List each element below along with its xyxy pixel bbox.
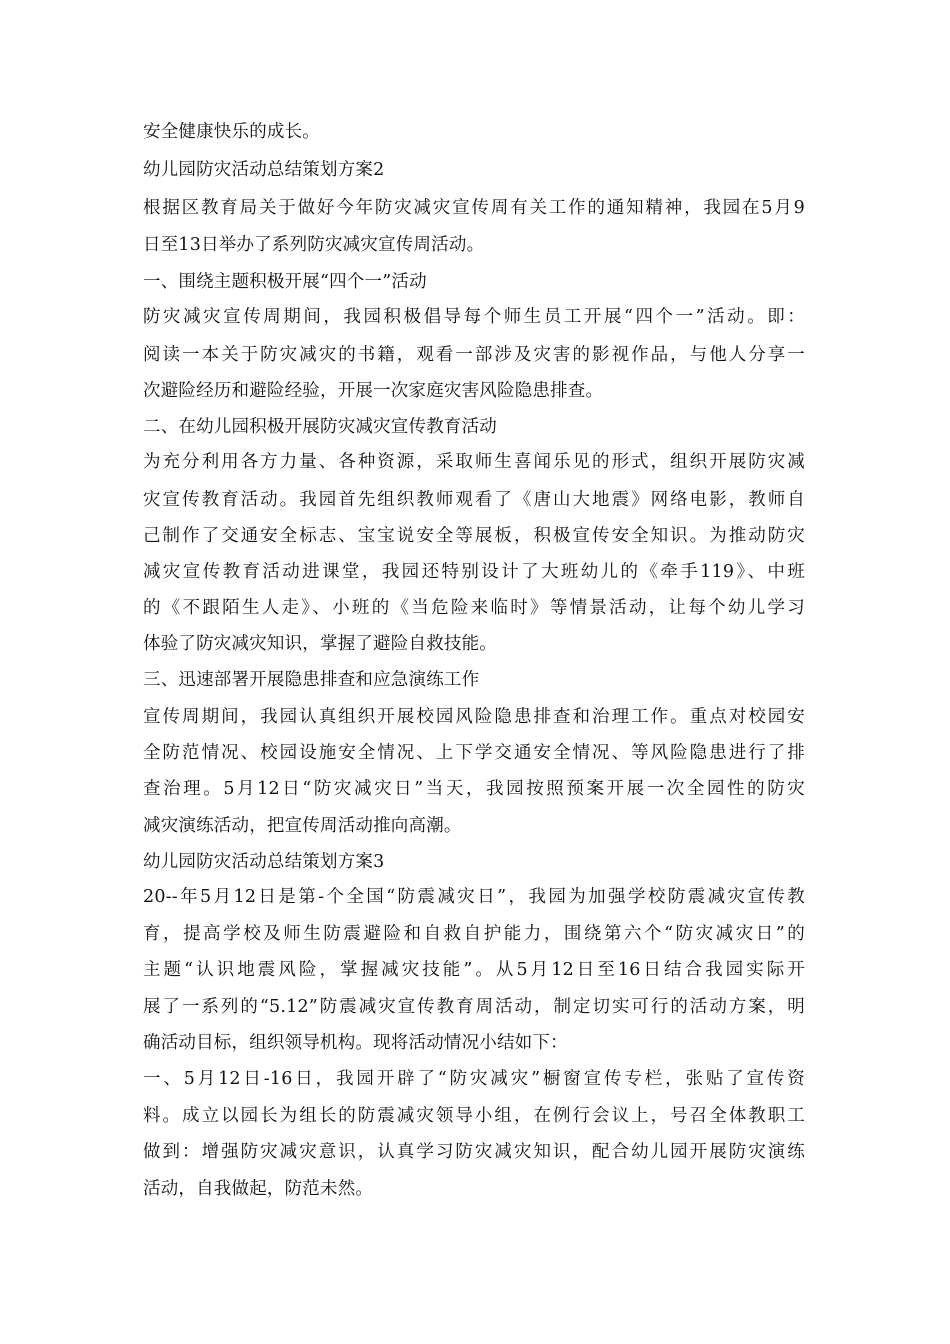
text-line: 20--年5月12日是第-个全国“防震减灾日”，我园为加强学校防震减灾宣传教: [143, 887, 805, 907]
subheading: 一、围绕主题积极开展“四个一”活动: [143, 272, 427, 292]
text-line: 的《不跟陌生人走》、小班的《当危险来临时》等情景活动，让每个幼儿学习: [143, 598, 805, 618]
text-line: 确活动目标，组织领导机构。现将活动情况小结如下：: [143, 1033, 568, 1053]
text-line: 阅读一本关于防灾减灾的书籍，观看一部涉及灾害的影视作品，与他人分享一: [143, 345, 805, 365]
text-line: 育，提高学校及师生防震避险和自救自护能力，围绕第六个“防灾减灾日”的: [143, 924, 805, 944]
text-line: 活动，自我做起，防范未然。: [143, 1179, 374, 1199]
text-line: 次避险经历和避险经验，开展一次家庭灾害风险隐患排查。: [143, 381, 604, 401]
text-line: 一、5月12日-16日，我园开辟了“防灾减灾”橱窗宣传专栏，张贴了宣传资: [143, 1069, 805, 1089]
text-line: 查治理。5月12日“防灾减灾日”当天，我园按照预案开展一次全园性的防灾: [143, 779, 805, 799]
text-line: 展了一系列的“5.12”防震减灾宣传教育周活动，制定切实可行的活动方案，明: [143, 997, 805, 1017]
text-line: 防灾减灾宣传周期间，我园积极倡导每个师生员工开展“四个一”活动。即：: [143, 307, 805, 327]
text-line: 减灾演练活动，把宣传周活动推向高潮。: [143, 816, 462, 836]
text-line: 料。成立以园长为组长的防震减灾领导小组，在例行会议上，号召全体教职工: [143, 1106, 805, 1126]
text-line: 安全健康快乐的成长。: [143, 122, 320, 142]
text-line: 日至13日举办了系列防灾减灾宣传周活动。: [143, 235, 485, 255]
text-line: 做到：增强防灾减灾意识，认真学习防灾减灾知识，配合幼儿园开展防灾演练: [143, 1142, 805, 1162]
text-line: 宣传周期间，我园认真组织开展校园风险隐患排查和治理工作。重点对校园安: [143, 707, 805, 727]
text-line: 为充分利用各方力量、各种资源，采取师生喜闻乐见的形式，组织开展防灾减: [143, 452, 805, 472]
subheading: 二、在幼儿园积极开展防灾减灾宣传教育活动: [143, 417, 497, 437]
text-line: 根据区教育局关于做好今年防灾减灾宣传周有关工作的通知精神，我园在5月9: [143, 198, 805, 218]
section-heading: 幼儿园防灾活动总结策划方案2: [143, 160, 385, 180]
text-line: 减灾宣传教育活动进课堂，我园还特别设计了大班幼儿的《牵手119》、中班: [143, 562, 805, 582]
text-line: 灾宣传教育活动。我园首先组织教师观看了《唐山大地震》网络电影，教师自: [143, 490, 805, 510]
text-line: 己制作了交通安全标志、宝宝说安全等展板，积极宣传安全知识。为推动防灾: [143, 526, 805, 546]
text-line: 体验了防灾减灾知识，掌握了避险自救技能。: [143, 634, 497, 654]
text-line: 全防范情况、校园设施安全情况、上下学交通安全情况、等风险隐患进行了排: [143, 743, 805, 763]
subheading: 三、迅速部署开展隐患排查和应急演练工作: [143, 670, 480, 690]
section-heading: 幼儿园防灾活动总结策划方案3: [143, 852, 385, 872]
text-line: 主题“认识地震风险，掌握减灾技能”。从5月12日至16日结合我园实际开: [143, 960, 805, 980]
